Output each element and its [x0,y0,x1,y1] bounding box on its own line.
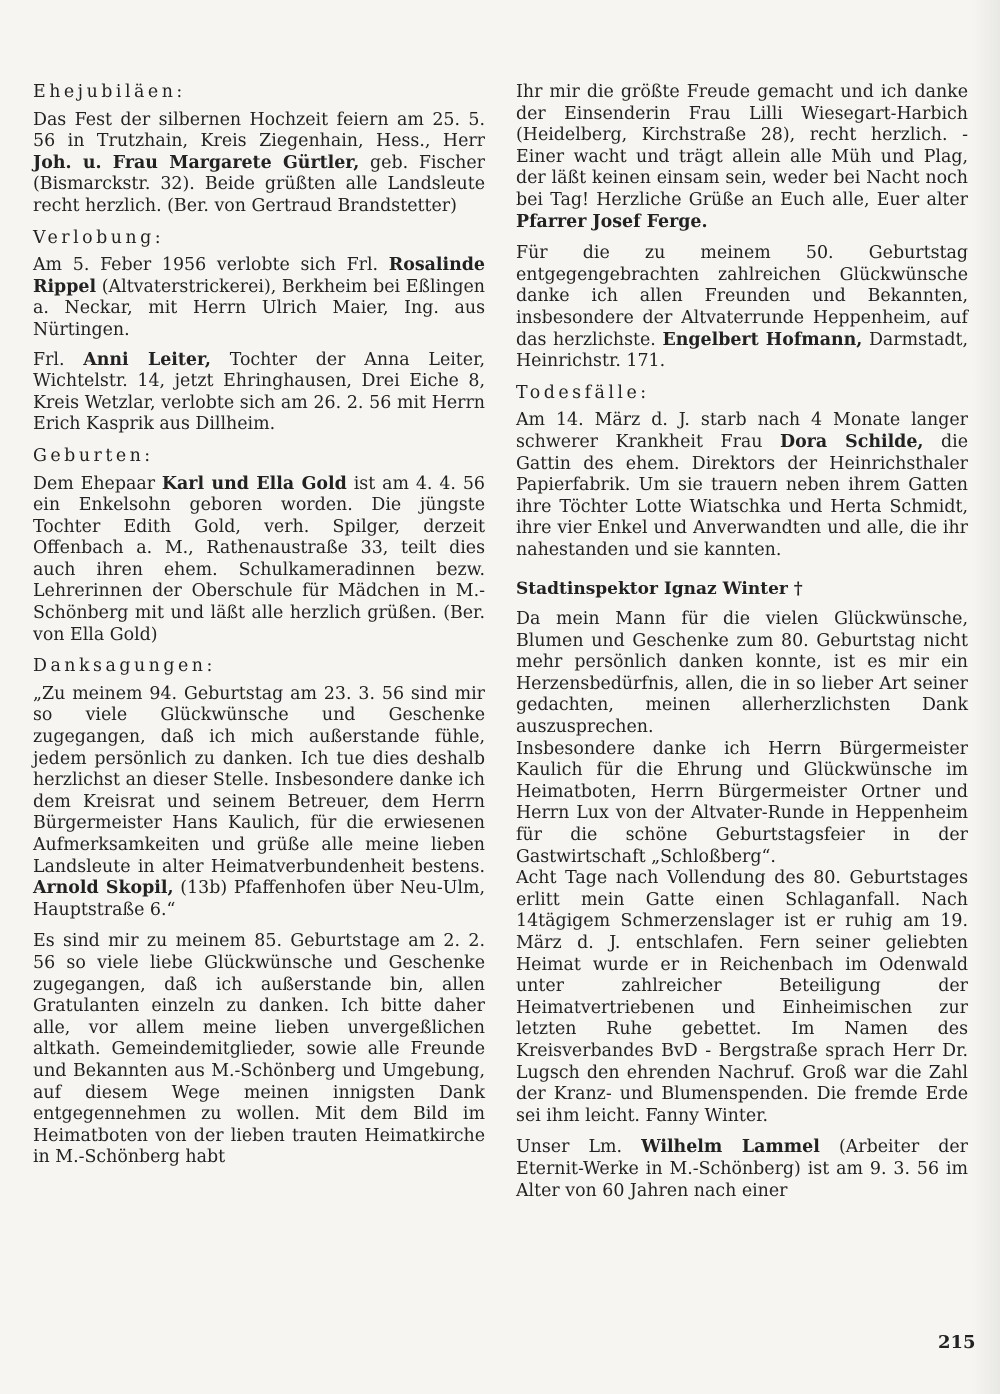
right-column [516,82,968,1212]
paragraph-silberhochzeit: Das Fest der silbernen Hochzeit feiern am 25. 5. 56 in Trutzhain, Kreis Ziegenhain, Hess., Herr Joh. u. Frau Margarete Gürtler, geb. Fischer (Bismarckstr. 32). Beide grüßten alle Landsleute recht herzlich. (Ber. von Gertraud Brandstetter) [33,109,485,216]
article-heading-winter: Stadtinspektor Ignaz Winter † [516,579,803,600]
paragraph-dank-85-geburtstag: Es sind mir zu meinem 85. Geburtstage am 2. 2. 56 so viele liebe Glückwünsche und Geschenke zugegangen, daß ich außerstande bin, allen Gratulanten einzeln zu danken. Ich bitte daher alle, vor allem meine lieben unvergeßlichen altkath. Gemeindemitglieder, sowie alle Freunde und Bekannten aus M.-Schönberg und Umgebung, auf diesem Wege meinen innigsten Dank entgegennehmen zu wollen. Mit dem Bild im Heimatboten von der lieben trauten Heimatkirche in M.-Schönberg habt [33,931,485,1168]
paragraph-tod-schilde: Am 14. März d. J. starb nach 4 Monate langer schwerer Krankheit Frau Dora Schilde, die Gattin des ehem. Direktors der Heinrichsthaler Papierfabrik. Um sie trauern neben ihrem Gatten ihre Töchter Lotte Wiatschka und Herta Schmidt, ihre vier Enkel und Anverwandten und alle, die ihr nahestanden und sie kannten. [516,410,968,560]
paragraph-winter-3: Acht Tage nach Vollendung des 80. Geburtstages erlitt mein Gatte einen Schlaganfall. Nach 14tägigem Schmerzenslager ist er ruhig am 19. März d. J. entschlafen. Fern seiner geliebten Heimat wurde er in Reichenbach im Odenwald unter zahlreicher Beteiligung der Heimatvertriebenen und Einheimischen zur letzten Ruhe gebettet. Im Namen des Kreisverbandes BvD - Bergstraße sprach Herr Dr. Lugsch den ehrenden Nachruf. Groß war die Zahl der Kranz- und Blumenspenden. Die fremde Erde sei ihm leicht. Fanny Winter. [516,868,968,1126]
section-heading-geburten: Geburten: [33,445,154,466]
section-heading-ehejubilaeen: Ehejubiläen: [33,82,186,102]
paragraph-dank-skopil: „Zu meinem 94. Geburtstag am 23. 3. 56 sind mir so viele Glückwünsche und Geschenke zugegangen, daß ich mich außerstande fühle, jedem persönlich zu danken. Ich tue dies deshalb herzlichst an dieser Stelle. Insbesondere danke ich dem Kreisrat und seinem Betreuer, dem Herrn Bürgermeister Hans Kaulich, für die erwiesenen Aufmerksamkeiten und grüße alle meine lieben Landsleute in alter Heimatverbundenheit bestens. Arnold Skopil, (13b) Pfaffenhofen über Neu-Ulm, Hauptstraße 6.“ [33,683,486,920]
paragraph-lammel: Unser Lm. Wilhelm Lammel (Arbeiter der Eternit-Werke in M.-Schönberg) ist am 9. 3. 56 im Alter von 60 Jahren nach einer [516,1137,968,1201]
left-column [33,82,485,1179]
section-heading-todesfaelle: Todesfälle: [516,382,650,403]
section-heading-verlobung: Verlobung: [33,227,165,248]
paragraph-verlobung-rippel: Am 5. Feber 1956 verlobte sich Frl. Rosalinde Rippel (Altvaterstrickerei), Berkheim bei Eßlingen a. Neckar, mit Herrn Ulrich Maier, Ing. aus Nürtingen. [33,255,485,340]
paragraph-dank-hofmann: Für die zu meinem 50. Geburtstag entgegengebrachten zahlreichen Glückwünsche danke ich allen Freunden und Bekannten, insbesondere der Altvaterrunde Heppenheim, auf das herzlichste. Engelbert Hofmann, Darmstadt, Heinrichstr. 171. [516,243,968,372]
paragraph-dank-ferge: Ihr mir die größte Freude gemacht und ich danke der Einsenderin Frau Lilli Wiesegart-Harbich (Heidelberg, Kirchstraße 28), recht herzlich. - Einer wacht und trägt allein alle Müh und Plag, der läßt keinen einsam sein, weder bei Nacht noch bei Tag! Herzliche Grüße an Euch alle, Euer alter Pfarrer Josef Ferge. [516,82,968,232]
page-number: 215 [938,1332,976,1353]
paragraph-winter-2: Insbesondere danke ich Herrn Bürgermeister Kaulich für die Ehrung und Glückwünsche im Heimatboten, Herrn Bürgermeister Ortner und Herrn Lux von der Altvater-Runde in Heppenheim für die schöne Geburtstagsfeier in der Gastwirtschaft „Schloßberg“. [516,738,968,867]
paragraph-geburt-gold: Dem Ehepaar Karl und Ella Gold ist am 4. 4. 56 ein Enkelsohn geboren worden. Die jüngste Tochter Edith Gold, verh. Spilger, derzeit Offenbach a. M., Rathenaustraße 33, teilt dies auch ihren ehem. Schulkameradinnen bezw. Lehrerinnen der Oberschule für Mädchen in M.-Schönberg mit und läßt alle herzlich grüßen. (Ber. von Ella Gold) [33,473,485,645]
section-heading-danksagungen: Danksagungen: [33,656,216,677]
page-edge [972,0,1000,1394]
paragraph-winter-1: Da mein Mann für die vielen Glückwünsche, Blumen und Geschenke zum 80. Geburtstag nicht mehr persönlich danken konnte, ist es mir ein Herzensbedürfnis, allen, die in so lieber Art seiner gedachten, meinen allerherzlichsten Dank auszusprechen. [516,609,968,738]
paragraph-verlobung-leiter: Frl. Anni Leiter, Tochter der Anna Leiter, Wichtelstr. 14, jetzt Ehringhausen, Drei Eiche 8, Kreis Wetzlar, verlobte sich am 26. 2. 56 mit Herrn Erich Kasprik aus Dillheim. [33,349,486,435]
